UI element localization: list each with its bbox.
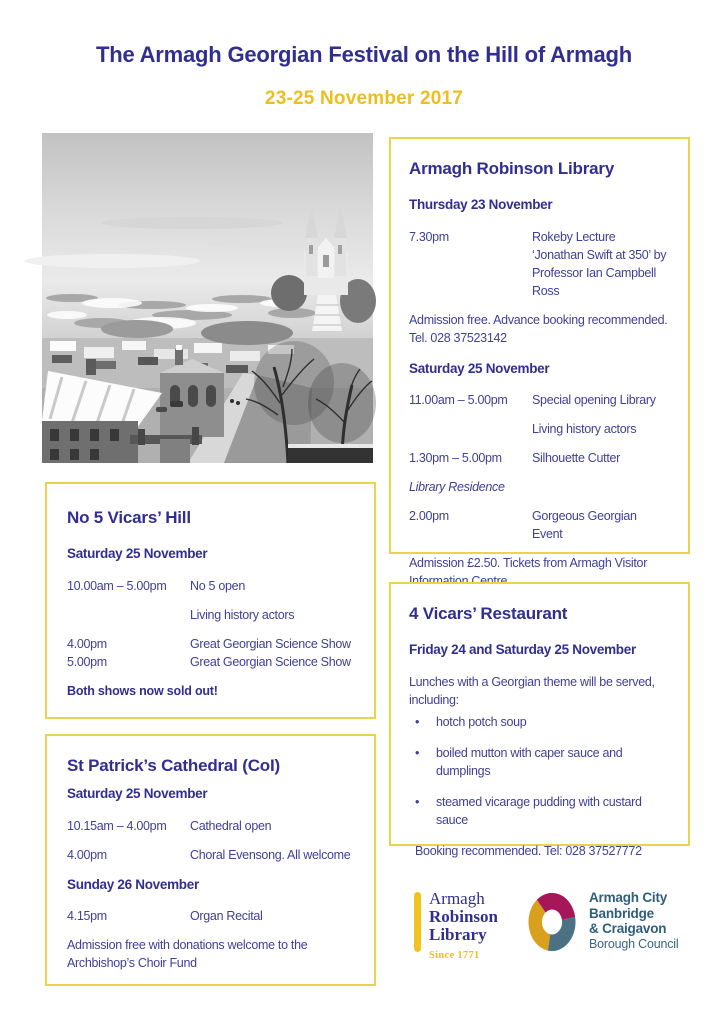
event-desc: Rokeby Lecture ‘Jonathan Swift at 350’ by Professor Ian Campbell Ross [532,229,667,298]
council-logo-text [589,890,678,952]
event-desc: Living history actors [190,607,295,622]
restaurant-box-title: 4 Vicars’ Restaurant [409,604,568,623]
event-desc: Cathedral open [190,818,272,833]
event-desc: Living history actors [532,422,637,437]
logo-line: Armagh [429,889,485,908]
event-time: 4.15pm [67,909,107,924]
event-desc: Organ Recital [190,909,263,924]
council-swirl-icon [524,886,580,958]
library-residence-note: Library Residence [409,480,505,495]
no5-box-title: No 5 Vicars’ Hill [67,508,191,527]
council-logo [524,886,678,958]
event-row [67,846,354,864]
event-time [409,420,532,438]
note-line: Admission £2.50. Tickets from Armagh Visitor [409,556,648,571]
restaurant-box [389,582,690,858]
cathedral-day1-heading: Saturday 25 November [67,786,208,802]
event-desc: Choral Evensong. All welcome [190,847,351,862]
no5-vicars-hill-box [45,482,376,719]
menu-item [409,793,670,829]
event-time: 4.00pm [67,847,107,862]
library-logo [414,890,498,965]
event-desc: Silhouette Cutter [532,451,621,466]
event-desc: No 5 open [190,578,245,593]
festival-dates: 23-25 November 2017 [264,88,464,109]
event-time: 4.00pm [67,636,107,651]
event-row [409,507,670,543]
event-row [67,606,354,624]
sold-out-note: Both shows now sold out! [67,683,218,698]
logo-yellow-bar [414,892,421,952]
restaurant-intro [409,673,670,709]
event-desc: Gorgeous Georgian Event [532,509,637,542]
event-time: 11.00am – 5.00pm [409,393,508,408]
intro-line: including: [409,692,459,707]
winter-townscape-illustration [42,133,373,463]
note-line: Tel. 028 37523142 [409,330,507,345]
event-time: 10.15am – 4.00pm [67,818,167,833]
armagh-winter-photo [42,133,373,463]
library-day2-heading: Saturday 25 November [409,360,550,376]
event-time: 1.30pm – 5.00pm [409,451,502,466]
cathedral-admission-note [67,936,354,972]
event-desc: Special opening Library [532,393,656,408]
menu-item-text: boiled mutton with caper sauce and dumplings [436,745,623,778]
event-time: 5.00pm [67,654,107,669]
cathedral-box-title: St Patrick’s Cathedral (CoI) [67,756,280,775]
menu-item [409,713,670,731]
cathedral-events-box [45,734,376,986]
logo-line: Borough Council [589,936,679,951]
logo-line: Banbridge [589,905,654,921]
bullet-icon: • [415,714,420,729]
library-events-box [389,137,690,571]
note-line: Admission free. Advance booking recommended. [409,312,668,327]
bullet-icon: • [415,794,420,809]
note-line: Archbishop’s Choir Fund [67,956,197,971]
menu-item-text: hotch potch soup [436,714,527,729]
event-row [67,907,354,925]
bullet-icon: • [415,745,420,760]
logo-line: & Craigavon [589,921,667,936]
event-time: 2.00pm [409,509,449,524]
event-row [409,228,670,300]
note-line: Admission free with donations welcome to the [67,938,308,953]
logo-line: Robinson [429,907,498,926]
event-row [67,577,354,595]
event-row [409,420,670,438]
intro-line: Lunches with a Georgian theme will be served, [409,674,655,689]
event-time: 10.00am – 5.00pm [67,578,167,593]
event-row [67,653,354,671]
menu-item-text: steamed vicarage pudding with custard sauce [436,794,642,827]
booking-note: Booking recommended. Tel: 028 37527772 [415,843,642,858]
library-day1-heading: Thursday 23 November [409,197,553,213]
restaurant-day-heading: Friday 24 and Saturday 25 November [409,642,636,658]
event-time [67,606,190,624]
menu-item [409,744,670,780]
event-row [409,449,670,467]
page-title: The Armagh Georgian Festival on the Hill of Armagh [96,42,632,67]
cathedral-day2-heading: Sunday 26 November [67,876,199,892]
logo-tagline: Since 1771 [429,950,480,961]
event-desc: Great Georgian Science Show [190,654,351,669]
library-box-title: Armagh Robinson Library [409,159,615,178]
event-row [67,817,354,835]
logo-line: Armagh City [589,890,668,905]
logo-line: Library [429,925,487,944]
event-time: 7.30pm [409,229,449,244]
library-day1-note [409,311,670,347]
no5-day-heading: Saturday 25 November [67,546,208,562]
event-row [67,635,354,653]
event-row [409,391,670,409]
library-logo-text [429,890,498,965]
event-desc: Great Georgian Science Show [190,636,351,651]
